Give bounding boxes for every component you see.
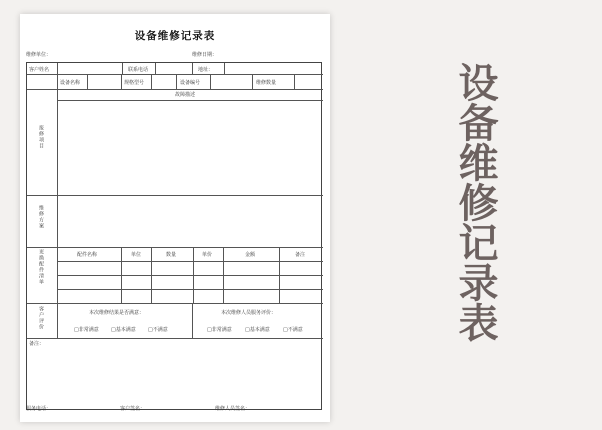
- device-name-label: 设备名称: [60, 80, 81, 86]
- form-table: [26, 62, 322, 410]
- eval-staff-question: 本次维修人员服务评价：: [221, 310, 277, 316]
- customer-eval-label: 客户评价: [38, 306, 44, 330]
- parts-header-qty: 数量: [166, 252, 177, 258]
- side-title: 设备维修记录表: [452, 62, 498, 342]
- parts-header-amount: 金额: [245, 252, 256, 258]
- parts-header-unit: 单位: [131, 252, 142, 258]
- eval-result-option-very[interactable]: □非常满意: [74, 327, 99, 333]
- fault-description-label: 故障描述: [175, 92, 196, 98]
- spec-model-label: 规格型号: [124, 80, 145, 86]
- repairer-sign-label: 维修人员签名：: [215, 406, 251, 412]
- eval-result-option-not[interactable]: □不满意: [148, 327, 168, 333]
- service-phone-label: 服务电话：: [26, 406, 52, 412]
- repair-date-label: 维修日期：: [192, 52, 218, 58]
- phone-label: 联系电话: [128, 67, 149, 73]
- eval-result-question: 本次维修结果是否满意：: [89, 310, 145, 316]
- eval-result-option-basic[interactable]: □基本满意: [111, 327, 136, 333]
- parts-header-price: 单价: [202, 252, 213, 258]
- address-label: 地址：: [198, 67, 214, 73]
- fault-report-label: 报修项目: [38, 125, 44, 149]
- repair-unit-label: 维修单位：: [26, 52, 52, 58]
- eval-staff-option-not[interactable]: □不满意: [283, 327, 303, 333]
- eval-staff-option-basic[interactable]: □基本满意: [245, 327, 270, 333]
- form-title: 设备维修记录表: [134, 30, 216, 42]
- eval-staff-option-very[interactable]: □非常满意: [207, 327, 232, 333]
- repair-qty-label: 维修数量: [256, 80, 277, 86]
- customer-sign-label: 客户签名：: [120, 406, 146, 412]
- parts-header-remark: 备注: [295, 252, 306, 258]
- repair-plan-label: 维修方案: [38, 205, 44, 229]
- parts-list-label: 更换配件清单: [38, 249, 44, 285]
- customer-name-label: 客户姓名: [29, 67, 50, 73]
- parts-header-name: 配件名称: [77, 252, 98, 258]
- device-no-label: 设备编号: [180, 80, 201, 86]
- remark-label: 备注：: [29, 341, 45, 347]
- form-paper: [20, 14, 330, 422]
